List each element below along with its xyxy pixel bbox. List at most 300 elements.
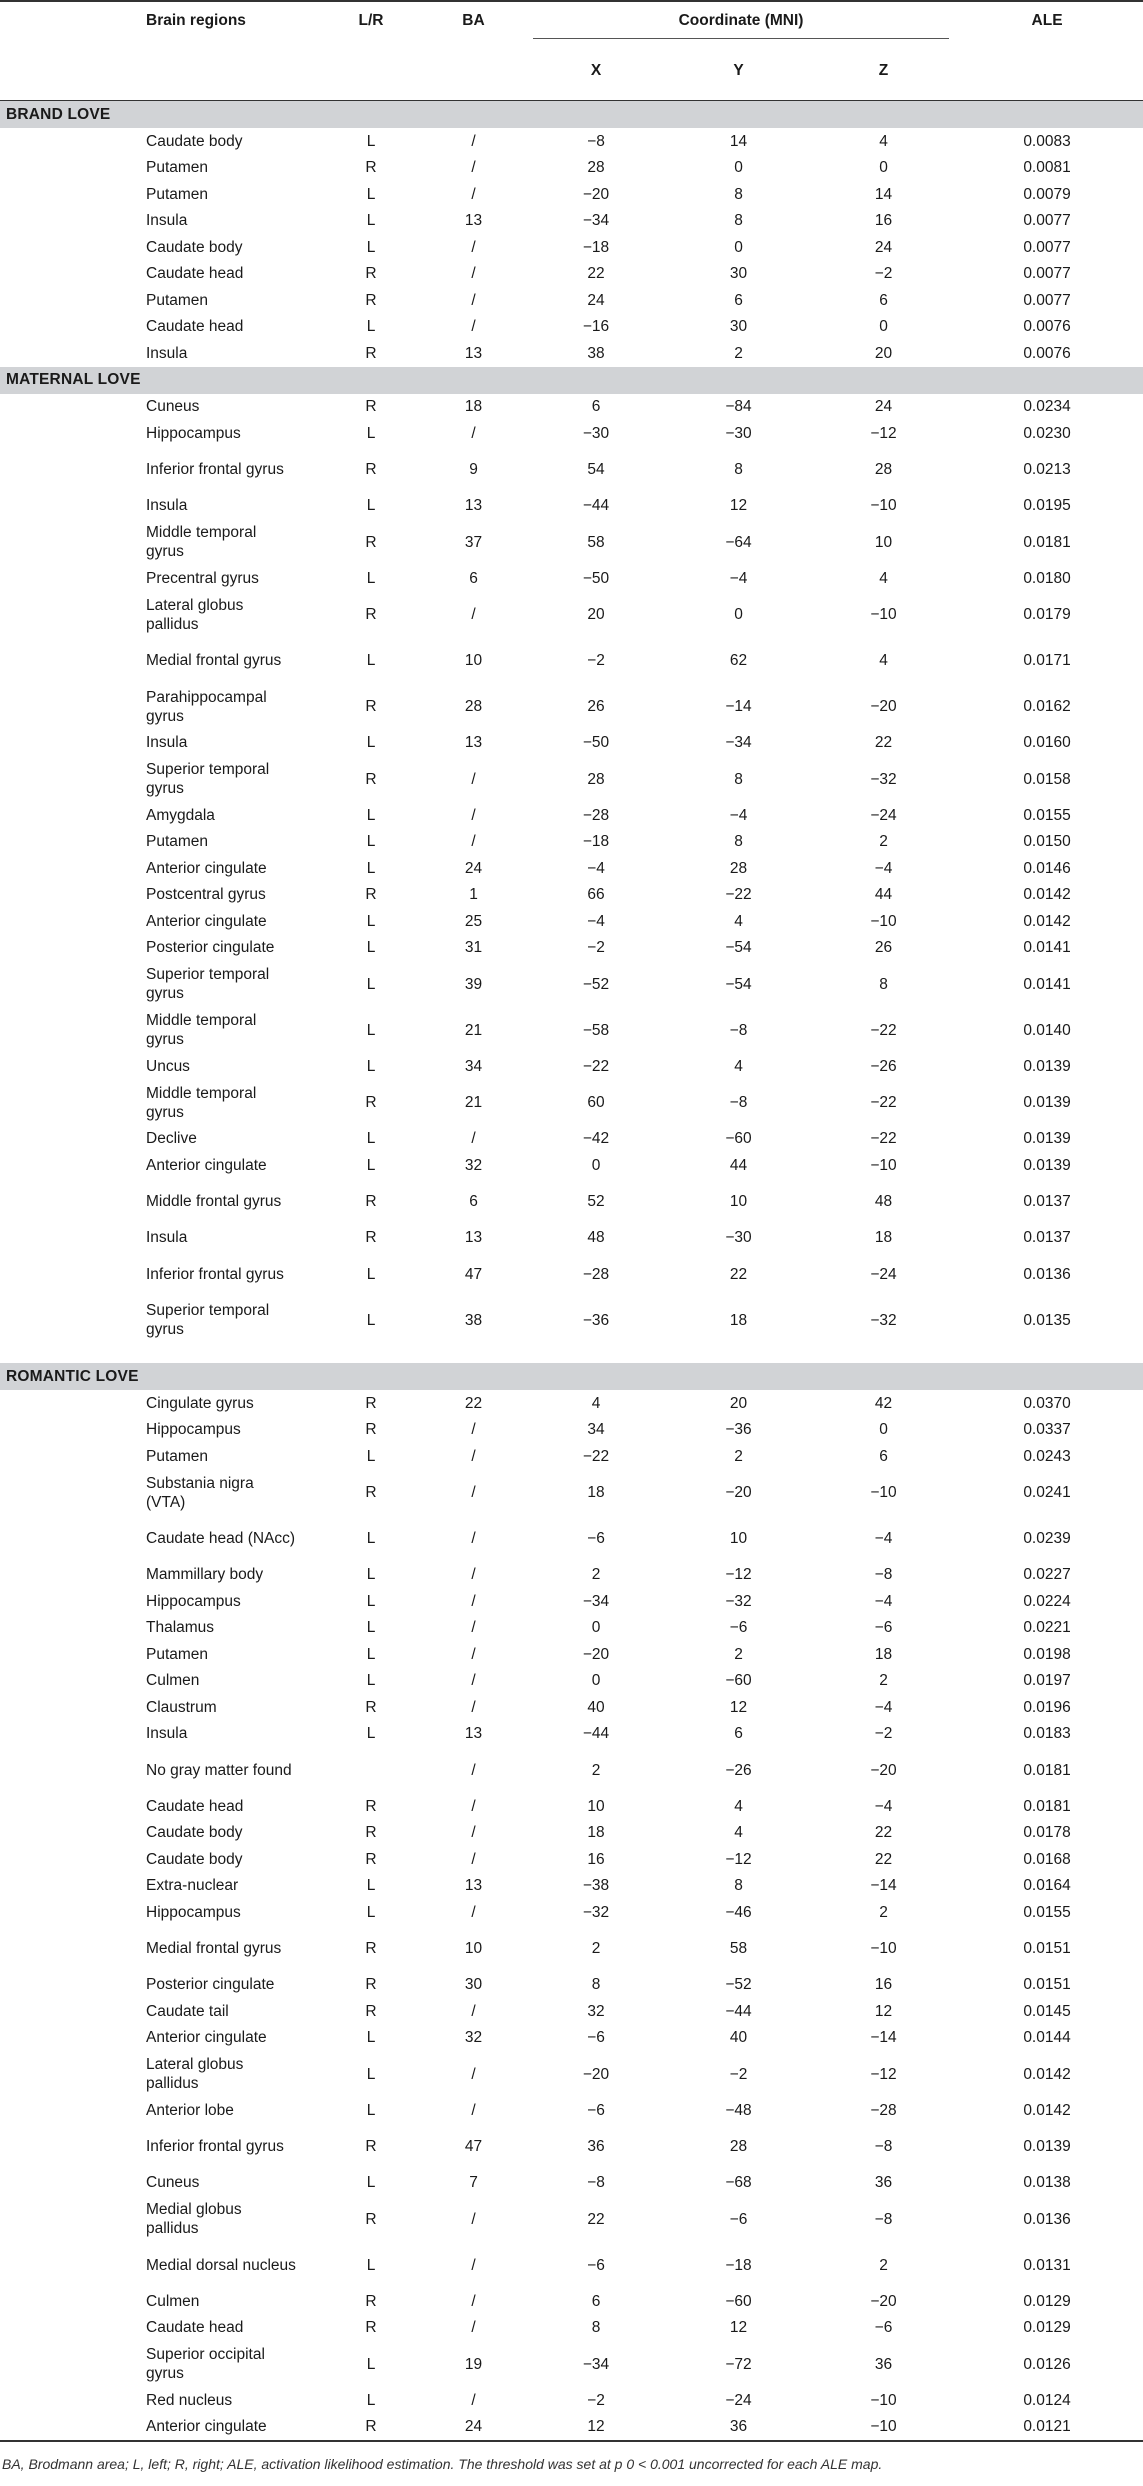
cell-region: Middle temporal gyrus xyxy=(146,524,257,560)
cell-x: −58 xyxy=(582,1021,610,1039)
cell-ale: 0.0081 xyxy=(1023,159,1071,177)
cell-region: Declive xyxy=(146,1130,197,1148)
cell-region: Caudate head xyxy=(146,265,244,283)
cell-lr: R xyxy=(365,1421,377,1439)
cell-z: 6 xyxy=(879,1447,888,1465)
cell-region: Insula xyxy=(146,1725,188,1743)
cell-ale: 0.0183 xyxy=(1023,1725,1071,1743)
cell-ale: 0.0241 xyxy=(1023,1484,1071,1501)
table-row xyxy=(0,1694,1143,1721)
table-row xyxy=(0,1820,1143,1847)
table-row xyxy=(0,128,1143,155)
table-row xyxy=(0,2242,1143,2288)
cell-ba: / xyxy=(471,806,476,824)
cell-y: 4 xyxy=(734,1824,743,1842)
cell-z: 36 xyxy=(874,2355,893,2373)
cell-lr: R xyxy=(365,1484,377,1501)
cell-lr: L xyxy=(366,1566,376,1584)
cell-ba: 13 xyxy=(464,212,483,230)
table-row xyxy=(0,1615,1143,1642)
cell-z: −10 xyxy=(870,1156,897,1174)
cell-y: 2 xyxy=(734,1447,743,1465)
cell-x: 4 xyxy=(591,1394,601,1412)
cell-y: −60 xyxy=(725,1672,752,1690)
cell-ale: 0.0151 xyxy=(1023,1976,1071,1994)
cell-lr: L xyxy=(366,132,376,150)
table-row xyxy=(0,420,1143,447)
cell-region: Cuneus xyxy=(146,2174,200,2192)
cell-ale: 0.0141 xyxy=(1023,939,1071,957)
cell-region: Inferior frontal gyrus xyxy=(146,461,284,478)
table-row xyxy=(0,2414,1143,2442)
cell-z: 26 xyxy=(874,939,893,957)
cell-ba: / xyxy=(471,1850,476,1868)
cell-lr: L xyxy=(366,1592,376,1610)
cell-lr: R xyxy=(365,159,377,177)
table-row xyxy=(0,1972,1143,1999)
cell-ale: 0.0076 xyxy=(1023,344,1071,362)
cell-x: −50 xyxy=(582,569,610,587)
table-row xyxy=(0,2025,1143,2052)
cell-z: −10 xyxy=(870,2391,897,2409)
cell-ba: / xyxy=(471,291,476,309)
cell-x: 18 xyxy=(587,1824,605,1842)
cell-region: Thalamus xyxy=(146,1619,215,1637)
cell-y: −46 xyxy=(725,1903,752,1921)
cell-ale: 0.0151 xyxy=(1023,1940,1071,1957)
cell-z: −4 xyxy=(874,1797,893,1815)
cell-z: 2 xyxy=(879,1903,888,1921)
cell-z: 16 xyxy=(874,212,893,230)
cell-lr: L xyxy=(366,1672,376,1690)
cell-y: −72 xyxy=(725,2355,752,2373)
cell-x: 22 xyxy=(587,2210,605,2228)
cell-region: Anterior cingulate xyxy=(146,859,267,877)
cell-region: Medial dorsal nucleus xyxy=(146,2256,296,2274)
cell-x: 54 xyxy=(587,461,605,478)
cell-ale: 0.0146 xyxy=(1023,859,1071,877)
cell-ale: 0.0227 xyxy=(1023,1566,1071,1584)
cell-ale: 0.0137 xyxy=(1023,1229,1071,1247)
cell-region: Superior temporal gyrus xyxy=(146,966,270,1002)
cell-y: 12 xyxy=(729,2319,748,2337)
table-row xyxy=(0,935,1143,962)
cell-x: −22 xyxy=(582,1447,610,1465)
table-row xyxy=(0,1721,1143,1748)
section-header-row xyxy=(0,367,1143,394)
cell-lr: L xyxy=(366,833,376,851)
header-z: Z xyxy=(878,62,889,79)
cell-lr: L xyxy=(366,1021,376,1039)
cell-z: 10 xyxy=(874,533,893,551)
cell-ale: 0.0124 xyxy=(1023,2391,1071,2409)
cell-z: −10 xyxy=(870,1940,897,1957)
cell-ale: 0.0142 xyxy=(1023,912,1071,930)
cell-lr: L xyxy=(366,2391,376,2409)
cell-z: −28 xyxy=(870,2101,897,2119)
cell-ba: 13 xyxy=(464,1877,483,1895)
table-row xyxy=(0,287,1143,314)
table-row xyxy=(0,829,1143,856)
cell-x: −36 xyxy=(582,1311,610,1329)
cell-z: −22 xyxy=(870,1021,897,1039)
cell-lr: R xyxy=(365,1850,377,1868)
cell-region: Hippocampus xyxy=(146,1592,241,1610)
cell-z: −20 xyxy=(870,1761,897,1779)
cell-z: 4 xyxy=(879,132,888,150)
cell-x: 48 xyxy=(587,1229,605,1247)
cell-region: Insula xyxy=(146,497,188,515)
cell-region: Medial globus pallidus xyxy=(146,2201,242,2237)
table-row xyxy=(0,1126,1143,1153)
cell-z: 22 xyxy=(874,1824,893,1842)
cell-z: −6 xyxy=(874,2319,893,2337)
cell-ale: 0.0142 xyxy=(1023,886,1071,904)
cell-y: −60 xyxy=(725,1130,752,1148)
cell-ale: 0.0077 xyxy=(1023,212,1071,230)
section-title: MATERNAL LOVE xyxy=(0,367,1143,394)
cell-y: −12 xyxy=(725,1850,752,1868)
cell-x: 18 xyxy=(587,1484,605,1501)
cell-region: Middle temporal gyrus xyxy=(146,1012,257,1048)
cell-ba: / xyxy=(471,1797,476,1815)
cell-lr: R xyxy=(365,1797,377,1815)
cell-lr: L xyxy=(366,497,376,515)
cell-ale: 0.0136 xyxy=(1023,1265,1071,1283)
cell-region: Putamen xyxy=(146,291,209,309)
cell-y: 62 xyxy=(729,652,748,669)
cell-x: −8 xyxy=(587,132,605,150)
cell-ale: 0.0243 xyxy=(1023,1447,1071,1465)
cell-x: 10 xyxy=(587,1797,605,1815)
cell-ba: 34 xyxy=(464,1057,483,1075)
cell-lr: L xyxy=(366,1311,376,1329)
cell-ba: 19 xyxy=(464,2355,483,2373)
cell-lr: R xyxy=(365,2210,377,2228)
cell-ale: 0.0171 xyxy=(1023,652,1071,669)
cell-ba: 47 xyxy=(464,2138,483,2155)
cell-ale: 0.0137 xyxy=(1023,1193,1071,1210)
cell-lr: L xyxy=(366,939,376,957)
cell-ale: 0.0138 xyxy=(1023,2174,1071,2192)
cell-ba: / xyxy=(471,265,476,283)
cell-region: Caudate body xyxy=(146,1824,243,1842)
cell-z: 0 xyxy=(879,1421,888,1439)
cell-y: 40 xyxy=(729,2029,748,2047)
cell-lr: R xyxy=(365,1976,377,1994)
cell-z: −24 xyxy=(870,806,897,824)
cell-ale: 0.0131 xyxy=(1023,2256,1071,2274)
table-row xyxy=(0,638,1143,684)
cell-ba: 1 xyxy=(469,886,478,904)
cell-lr: L xyxy=(366,2355,376,2373)
cell-region: Hippocampus xyxy=(146,1421,241,1439)
cell-x: 20 xyxy=(587,606,605,623)
cell-region: Anterior cingulate xyxy=(146,2418,267,2436)
cell-x: 38 xyxy=(587,344,605,362)
cell-x: −4 xyxy=(587,859,605,877)
cell-region: Superior temporal gyrus xyxy=(146,761,270,797)
cell-z: 42 xyxy=(874,1394,893,1412)
cell-x: 22 xyxy=(587,265,605,283)
header-lr: L/R xyxy=(326,1,416,90)
cell-ba: / xyxy=(471,2319,476,2337)
cell-ale: 0.0079 xyxy=(1023,185,1071,203)
cell-y: 8 xyxy=(734,461,743,478)
cell-lr: R xyxy=(365,1940,377,1957)
cell-z: −10 xyxy=(870,497,897,515)
cell-region: Amygdala xyxy=(146,806,215,824)
cell-x: −2 xyxy=(587,2391,605,2409)
section-title: BRAND LOVE xyxy=(0,101,1143,129)
table-row xyxy=(0,1668,1143,1695)
cell-ale: 0.0181 xyxy=(1023,1797,1071,1815)
cell-y: 8 xyxy=(734,212,743,230)
cell-ale: 0.0337 xyxy=(1023,1421,1071,1439)
cell-ale: 0.0196 xyxy=(1023,1698,1071,1716)
cell-y: −20 xyxy=(725,1484,752,1501)
cell-x: 12 xyxy=(587,2418,605,2436)
cell-y: 4 xyxy=(734,912,743,930)
table-row xyxy=(0,1846,1143,1873)
cell-lr: R xyxy=(365,698,377,715)
cell-ale: 0.0144 xyxy=(1023,2029,1071,2047)
cell-lr: R xyxy=(365,1394,377,1412)
cell-z: −8 xyxy=(874,2210,893,2228)
cell-x: 2 xyxy=(591,1940,601,1957)
cell-y: 4 xyxy=(734,1057,743,1075)
cell-ba: 10 xyxy=(464,652,483,669)
cell-x: 32 xyxy=(587,2002,605,2020)
cell-x: −32 xyxy=(582,1903,610,1921)
cell-y: 20 xyxy=(729,1394,748,1412)
cell-z: 28 xyxy=(874,461,893,478)
cell-lr: R xyxy=(365,1193,377,1210)
cell-region: Culmen xyxy=(146,1672,200,1690)
cell-ba: / xyxy=(471,2210,476,2228)
cell-region: No gray matter found xyxy=(146,1761,292,1779)
cell-ale: 0.0077 xyxy=(1023,291,1071,309)
table-row xyxy=(0,882,1143,909)
cell-lr: L xyxy=(366,1903,376,1921)
cell-z: −32 xyxy=(870,770,897,788)
cell-y: 6 xyxy=(734,291,743,309)
cell-y: −64 xyxy=(725,533,752,551)
table-row xyxy=(0,261,1143,288)
cell-ale: 0.0136 xyxy=(1023,2210,1071,2228)
cell-z: −4 xyxy=(874,1592,893,1610)
cell-x: 28 xyxy=(587,770,605,788)
header-y: Y xyxy=(733,62,744,79)
cell-ale: 0.0213 xyxy=(1023,461,1071,478)
table-row xyxy=(0,1225,1143,1252)
cell-y: −68 xyxy=(725,2174,752,2192)
cell-ba: 32 xyxy=(464,2029,483,2047)
cell-z: −26 xyxy=(870,1057,897,1075)
table-row xyxy=(0,1899,1143,1926)
table-row xyxy=(0,756,1143,802)
table-row xyxy=(0,1179,1143,1225)
cell-ale: 0.0155 xyxy=(1023,806,1071,824)
cell-z: −22 xyxy=(870,1130,897,1148)
cell-lr: L xyxy=(366,212,376,230)
cell-lr: L xyxy=(366,2101,376,2119)
cell-region: Putamen xyxy=(146,1447,209,1465)
cell-x: 26 xyxy=(587,698,605,715)
cell-x: −4 xyxy=(587,912,605,930)
cell-y: 0 xyxy=(734,159,743,177)
cell-z: 6 xyxy=(879,291,888,309)
table-row xyxy=(0,802,1143,829)
table-row xyxy=(0,908,1143,935)
cell-region: Anterior cingulate xyxy=(146,912,267,930)
cell-region: Medial frontal gyrus xyxy=(146,1940,282,1957)
table-row xyxy=(0,730,1143,757)
cell-y: −34 xyxy=(725,734,752,752)
cell-ba: 24 xyxy=(464,2418,483,2436)
cell-ba: / xyxy=(471,1421,476,1439)
cell-ba: / xyxy=(471,2002,476,2020)
section-header-row xyxy=(0,1363,1143,1390)
cell-lr: L xyxy=(366,1265,376,1283)
cell-region: Claustrum xyxy=(146,1698,217,1716)
cell-region: Mammillary body xyxy=(146,1566,264,1584)
cell-ale: 0.0129 xyxy=(1023,2319,1071,2337)
cell-ba: / xyxy=(471,606,476,623)
cell-region: Substania nigra (VTA) xyxy=(146,1474,254,1511)
cell-ale: 0.0083 xyxy=(1023,132,1071,150)
cell-ale: 0.0230 xyxy=(1023,424,1071,442)
cell-ale: 0.0155 xyxy=(1023,1903,1071,1921)
cell-lr: L xyxy=(366,1156,376,1174)
cell-ale: 0.0179 xyxy=(1023,606,1071,623)
cell-ale: 0.0139 xyxy=(1023,1057,1071,1075)
cell-ale: 0.0178 xyxy=(1023,1824,1071,1842)
cell-ale: 0.0139 xyxy=(1023,1094,1071,1111)
cell-y: −36 xyxy=(725,1421,752,1439)
table-row xyxy=(0,1873,1143,1900)
cell-lr: L xyxy=(366,1447,376,1465)
cell-y: −6 xyxy=(729,2210,748,2228)
cell-ale: 0.0160 xyxy=(1023,734,1071,752)
cell-ba: 21 xyxy=(464,1094,483,1111)
cell-x: −6 xyxy=(587,1530,605,1547)
cell-x: −2 xyxy=(587,652,605,669)
cell-ba: 13 xyxy=(464,1229,483,1247)
cell-ba: 39 xyxy=(464,975,483,993)
table-row xyxy=(0,493,1143,520)
cell-ba: 6 xyxy=(469,1193,478,1210)
table-row xyxy=(0,1588,1143,1615)
cell-y: 10 xyxy=(729,1193,748,1210)
cell-y: 8 xyxy=(734,1877,743,1895)
cell-x: 58 xyxy=(587,533,605,551)
cell-y: −8 xyxy=(729,1021,748,1039)
cell-x: 16 xyxy=(587,1850,605,1868)
cell-ba: 47 xyxy=(464,1265,483,1283)
table-row xyxy=(0,2315,1143,2342)
cell-ba: / xyxy=(471,1592,476,1610)
cell-y: 8 xyxy=(734,770,743,788)
cell-z: 4 xyxy=(879,569,888,587)
cell-x: 66 xyxy=(587,886,605,904)
cell-y: 36 xyxy=(729,2418,748,2436)
cell-ba: 21 xyxy=(464,1021,483,1039)
header-x: X xyxy=(590,62,602,79)
cell-ale: 0.0077 xyxy=(1023,265,1071,283)
cell-region: Lateral globus pallidus xyxy=(146,2056,244,2092)
cell-lr: R xyxy=(365,398,377,416)
cell-ale: 0.0142 xyxy=(1023,2065,1071,2083)
table-row xyxy=(0,1297,1143,1343)
header-brain-regions: Brain regions xyxy=(0,1,326,90)
cell-x: 0 xyxy=(591,1619,601,1637)
cell-ba: / xyxy=(471,2391,476,2409)
cell-ale: 0.0139 xyxy=(1023,1156,1071,1174)
cell-z: −2 xyxy=(874,1725,893,1743)
cell-ba: / xyxy=(471,1761,476,1779)
cell-z: 8 xyxy=(879,975,888,993)
cell-y: 14 xyxy=(729,132,748,150)
cell-z: −4 xyxy=(874,1530,893,1547)
cell-y: 10 xyxy=(729,1530,748,1547)
cell-y: −84 xyxy=(725,398,752,416)
cell-ba: 22 xyxy=(464,1394,483,1412)
cell-x: 28 xyxy=(587,159,605,177)
cell-x: 2 xyxy=(591,1566,601,1584)
table-row xyxy=(0,1417,1143,1444)
cell-x: 0 xyxy=(591,1156,601,1174)
cell-x: −20 xyxy=(582,2065,610,2083)
table-row xyxy=(0,2124,1143,2170)
cell-ale: 0.0198 xyxy=(1023,1645,1071,1663)
cell-ale: 0.0239 xyxy=(1023,1530,1071,1547)
cell-y: −54 xyxy=(725,939,752,957)
cell-y: 18 xyxy=(729,1311,748,1329)
cell-z: 44 xyxy=(874,886,893,904)
cell-ba: / xyxy=(471,2256,476,2274)
cell-y: 22 xyxy=(729,1265,748,1283)
cell-y: −12 xyxy=(725,1566,752,1584)
cell-ba: 28 xyxy=(464,698,483,715)
cell-ba: / xyxy=(471,1530,476,1547)
cell-x: −52 xyxy=(582,975,610,993)
cell-z: −4 xyxy=(874,859,893,877)
section-gap xyxy=(0,1343,1143,1363)
cell-region: Inferior frontal gyrus xyxy=(146,2138,284,2155)
cell-y: 0 xyxy=(734,606,743,623)
cell-region: Caudate head xyxy=(146,2319,244,2337)
cell-ba: 18 xyxy=(464,398,483,416)
cell-z: −6 xyxy=(874,1619,893,1637)
cell-x: −6 xyxy=(587,2029,605,2047)
cell-ale: 0.0195 xyxy=(1023,497,1071,515)
cell-region: Caudate head xyxy=(146,1797,244,1815)
cell-ale: 0.0142 xyxy=(1023,2101,1071,2119)
cell-region: Caudate body xyxy=(146,132,243,150)
cell-y: −48 xyxy=(725,2101,752,2119)
cell-z: −32 xyxy=(870,1311,897,1329)
header-ba: BA xyxy=(416,1,531,90)
cell-y: 44 xyxy=(729,1156,748,1174)
cell-ba: 13 xyxy=(464,497,483,515)
table-row xyxy=(0,1251,1143,1297)
cell-ba: / xyxy=(471,1619,476,1637)
cell-z: 14 xyxy=(874,185,893,203)
cell-region: Hippocampus xyxy=(146,1903,241,1921)
cell-lr: L xyxy=(366,806,376,824)
cell-lr: R xyxy=(365,606,377,623)
